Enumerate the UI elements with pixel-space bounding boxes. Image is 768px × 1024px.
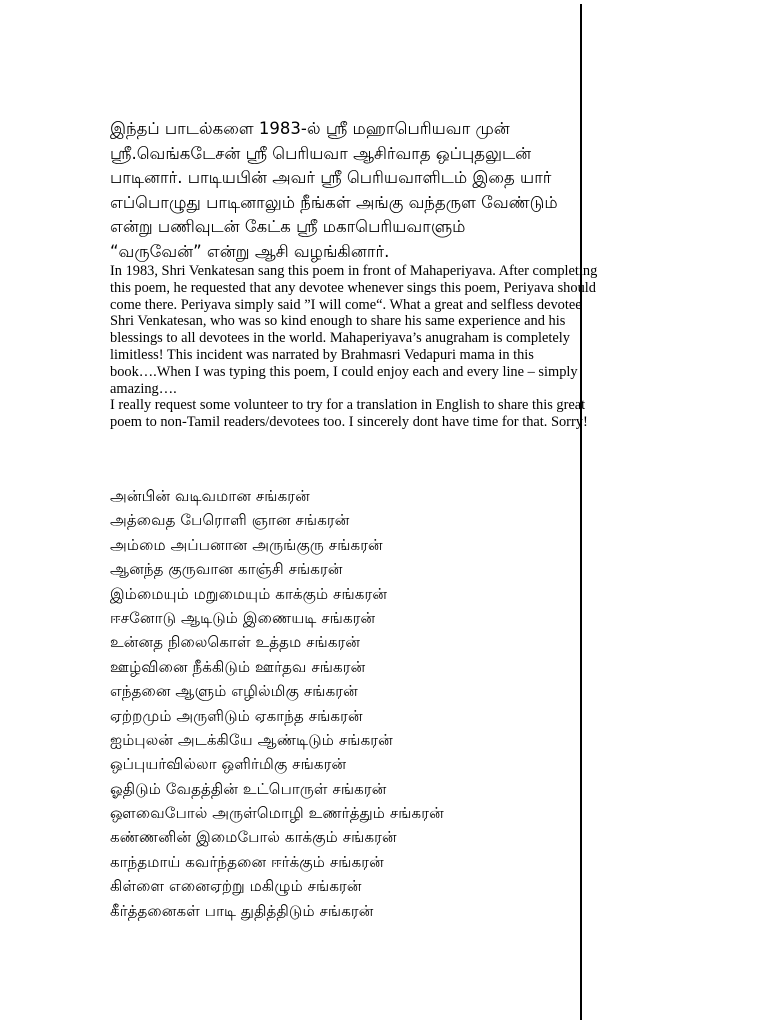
note-line: this poem, he requested that any devotee whenever sings this poem, Periyava should bbox=[110, 279, 596, 296]
poem-line: கண்ணனின் இமைபோல் காக்கும் சங்கரன் bbox=[110, 828, 397, 847]
poem-line: கீர்த்தனைகள் பாடி துதித்திடும் சங்கரன் bbox=[110, 901, 374, 920]
poem-line: அம்மை அப்பனான அருங்குரு சங்கரன் bbox=[110, 535, 383, 554]
note-line: In 1983, Shri Venkatesan sang this poem in front of Mahaperiyava. After completing bbox=[110, 263, 598, 279]
note-line: Shri Venkatesan, who was so kind enough to share his same experience and his bbox=[110, 313, 566, 330]
poem-line: ஐம்புலன் அடக்கியே ஆண்டிடும் சங்கரன் bbox=[110, 730, 393, 749]
poem-line: ஈசனோடு ஆடிடும் இணையடி சங்கரன் bbox=[110, 608, 376, 627]
poem-verses bbox=[110, 484, 570, 923]
intro-line: ஸ்ரீ.வெங்கடேசன் ஸ்ரீ பெரியவா ஆசிர்வாத ஒப்புதலுடன் bbox=[110, 143, 532, 163]
poem-line: ஓதிடும் வேதத்தின் உட்பொருள் சங்கரன் bbox=[110, 779, 387, 798]
poem-line: ஊழ்வினை நீக்கிடும் ஊர்தவ சங்கரன் bbox=[110, 657, 366, 676]
note-line: amazing…. bbox=[110, 380, 177, 397]
poem-line: எந்தனை ஆளும் எழில்மிகு சங்கரன் bbox=[110, 682, 358, 701]
poem-line: இம்மையும் மறுமையும் காக்கும் சங்கரன் bbox=[110, 584, 388, 603]
intro-line: என்று பணிவுடன் கேட்க ஸ்ரீ மகாபெரியவாளும் bbox=[110, 217, 466, 236]
note-line: book….When I was typing this poem, I could enjoy each and every line – simply bbox=[110, 363, 578, 380]
intro-line: பாடினார். பாடியபின் அவர் ஸ்ரீ பெரியவாளிடம் இதை யார் bbox=[110, 168, 552, 187]
poem-line: ஏற்றமும் அருளிடும் ஏகாந்த சங்கரன் bbox=[110, 706, 363, 725]
poem-line: ஔவைபோல் அருள்மொழி உணர்த்தும் சங்கரன் bbox=[110, 804, 444, 823]
intro-line: “வருவேன்” என்று ஆசி வழங்கினார். bbox=[110, 241, 390, 261]
poem-line: ஒப்புயர்வில்லா ஒளிர்மிகு சங்கரன் bbox=[110, 755, 347, 774]
note-line: I really request some volunteer to try for a translation in English to share this great bbox=[110, 397, 586, 414]
tamil-intro-paragraph bbox=[110, 117, 630, 264]
poem-line: அன்பின் வடிவமான சங்கரன் bbox=[110, 487, 310, 505]
poem-line: உன்னத நிலைகொள் உத்தம சங்கரன் bbox=[110, 633, 361, 652]
intro-line: எப்பொழுது பாடினாலும் நீங்கள் அங்கு வந்தருள வேண்டும் bbox=[110, 192, 558, 212]
poem-line: அத்வைத பேரொளி ஞான சங்கரன் bbox=[110, 511, 350, 530]
note-line: come there. Periyava simply said ”I will come“. What a great and selfless devotee bbox=[110, 296, 582, 313]
intro-line: இந்தப் பாடல்களை 1983-ல் ஸ்ரீ மஹாபெரியவா முன் bbox=[110, 119, 510, 138]
poem-line: ஆனந்த குருவான காஞ்சி சங்கரன் bbox=[110, 560, 343, 579]
note-line: limitless! This incident was narrated by Brahmasri Vedapuri mama in this bbox=[110, 346, 534, 363]
note-line: blessings to all devotees in the world. Mahaperiyava’s anugraham is completely bbox=[110, 330, 570, 347]
poem-line: காந்தமாய் கவர்ந்தனை ஈர்க்கும் சங்கரன் bbox=[110, 852, 384, 871]
note-line: poem to non-Tamil readers/devotees too. I sincerely dont have time for that. Sorry! bbox=[110, 414, 588, 431]
english-note-paragraph bbox=[110, 263, 650, 431]
poem-line: கிள்ளை எனைஏற்று மகிழும் சங்கரன் bbox=[110, 877, 362, 896]
